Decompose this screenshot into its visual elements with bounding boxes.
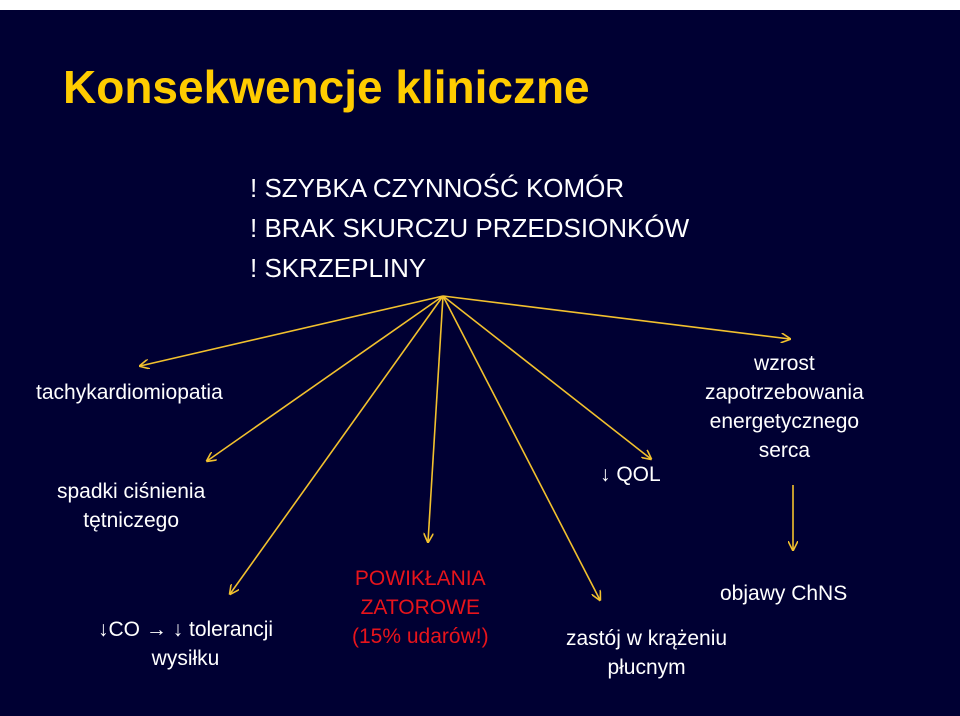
label-qol: ↓ QOL	[600, 463, 661, 486]
arrow-to-co	[230, 296, 443, 594]
label-energy-demand: wzrost zapotrzebowania energetycznego serca	[705, 352, 864, 462]
label-co-exercise: ↓CO → ↓ tolerancji wysiłku	[98, 618, 274, 670]
cause-item: ! SZYBKA CZYNNOŚĆ KOMÓR	[250, 173, 625, 203]
label-pulmonary-congestion: zastój w krążeniu płucnym	[566, 627, 728, 679]
label-cns-symptoms: objawy ChNS	[720, 582, 848, 605]
cause-item: ! BRAK SKURCZU PRZEDSIONKÓW	[250, 213, 690, 243]
slide-title: Konsekwencje kliniczne	[63, 61, 590, 113]
arrow-to-embolism	[428, 296, 443, 542]
arrow-to-energy-demand	[443, 296, 790, 339]
arrow-to-qol	[443, 296, 651, 459]
cause-item: ! SKRZEPLINY	[250, 253, 427, 283]
label-bp-drop: spadki ciśnienia tętniczego	[57, 480, 206, 532]
arrow-to-pulmonary-congestion	[443, 296, 600, 600]
label-embolism: POWIKŁANIA ZATOROWE (15% udarów!)	[352, 567, 489, 648]
arrow-to-tachycardiomyopathy	[140, 296, 443, 366]
label-tachycardiomyopathy: tachykardiomiopatia	[36, 381, 223, 404]
arrow-to-bp-drop	[207, 296, 443, 461]
